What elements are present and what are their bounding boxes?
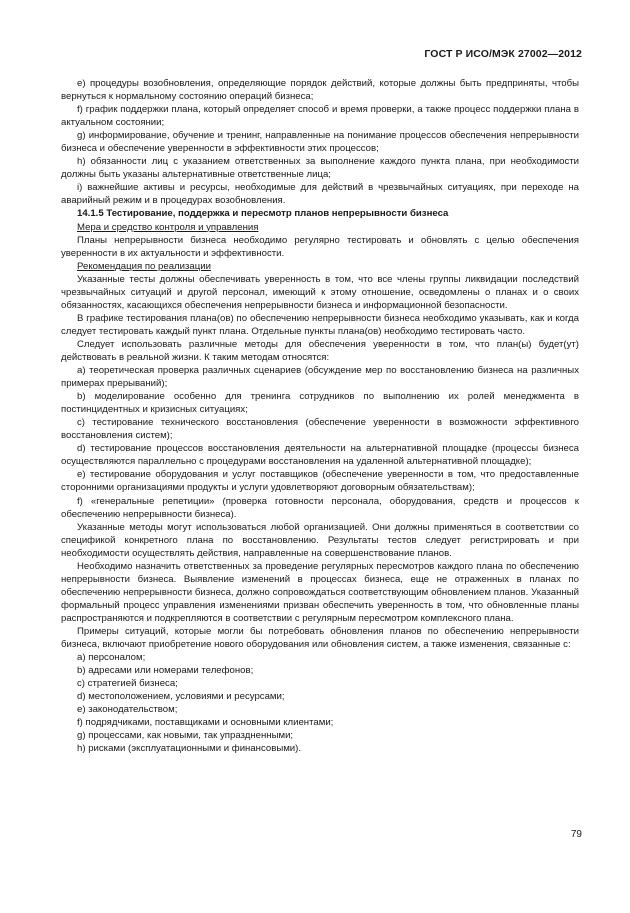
paragraph: b) моделирование особенно для тренинга сотрудников по выполнению их ролей менеджмента в постинцидентных и кризисных ситуациях; — [61, 391, 579, 416]
paragraph: g) информирование, обучение и тренинг, направленные на понимание процессов обеспечения непрерывности бизнеса и обеспечение уверенности в эффективности этих процессов; — [61, 130, 579, 155]
paragraph: d) тестирование процессов восстановления деятельности на альтернативной площадке (процессы бизнеса осуществляются параллельно с процедурами восстановления на удаленной альтернативной площадке); — [61, 443, 579, 468]
paragraph: Указанные методы могут использоваться любой организацией. Они должны применяться в соответствии со спецификой конкретного плана по восстановлению. Результаты тестов следует регистрировать и при необходимости осуществлять действия, направленные на совершенствование планов. — [61, 521, 579, 559]
paragraph: h) обязанности лиц с указанием ответственных за выполнение каждого пункта плана, при необходимости должны быть указаны альтернативные ответственные лица; — [61, 156, 579, 181]
paragraph: a) теоретическая проверка различных сценариев (обсуждение мер по восстановлению бизнеса на различных примерах прерываний); — [61, 365, 579, 390]
subheading-label: Мера и средство контроля и управления — [77, 221, 259, 233]
list-item: b) адресами или номерами телефонов; — [77, 665, 254, 677]
paragraph: Необходимо назначить ответственных за проведение регулярных пересмотров каждого плана по обеспечению непрерывности бизнеса. Выявление изменений в процессах бизнеса, еще не отраженных в планах по обеспечению непрерывности бизнеса, должно сопровождаться соответствующим обновлением планов. Указанный формальный процесс управления изменениями призван обеспечить уверенность в том, что обновленные планы распространяются и подкрепляются в соответствии с регулярным пересмотром комплексного плана. — [61, 560, 579, 624]
subheading — [61, 260, 579, 273]
paragraph: f) график поддержки плана, который определяет способ и время проверки, а также процесс поддержки плана в актуальном состоянии; — [61, 104, 579, 129]
paragraph: В графике тестирования плана(ов) по обеспечению непрерывности бизнеса необходимо указывать, как и когда следует тестировать каждый пункт плана. Отдельные пункты плана(ов) необходимо тестировать часто. — [61, 312, 579, 337]
list-item: e) законодательством; — [77, 704, 178, 716]
list-item: f) подрядчиками, поставщиками и основными клиентами; — [77, 717, 334, 729]
page-number: 79 — [570, 829, 582, 840]
list-item: h) рисками (эксплуатационными и финансовыми). — [77, 743, 302, 755]
list-item: d) местоположением, условиями и ресурсами; — [77, 691, 285, 703]
subheading — [61, 221, 579, 234]
paragraph: e) тестирование оборудования и услуг поставщиков (обеспечение уверенности в том, что предоставленные сторонними организациями продукты и услуги удовлетворяют договорным обязательствам); — [61, 469, 579, 494]
document-header: ГОСТ Р ИСО/МЭК 27002—2012 — [424, 48, 582, 60]
paragraph: Указанные тесты должны обеспечивать уверенность в том, что все члены группы ликвидации последствий чрезвычайных ситуаций и другой персонал, имеющий к этому отношение, осведомлены о планах и о своих обязанностях, касающихся обеспечения непрерывности бизнеса и информационной безопасности. — [61, 273, 579, 311]
subheading-label: Рекомендация по реализации — [77, 260, 211, 272]
list-item: a) персоналом; — [77, 652, 146, 664]
paragraph: Планы непрерывности бизнеса необходимо регулярно тестировать и обновлять с целью обеспечения уверенности в их актуальности и эффективности. — [61, 234, 579, 259]
paragraph: c) тестирование технического восстановления (обеспечение уверенности в возможности эффективного восстановления систем); — [61, 417, 579, 442]
paragraph: f) «генеральные репетиции» (проверка готовности персонала, оборудования, средств и процессов к обеспечению непрерывности бизнеса). — [61, 495, 579, 520]
paragraph: Следует использовать различные методы для обеспечения уверенности в том, что план(ы) будет(ут) действовать в реальной жизни. К таким методам относятся: — [61, 338, 579, 363]
list-item: g) процессами, как новыми, так упраздненными; — [77, 730, 294, 742]
document-body — [61, 77, 579, 755]
section-heading: 14.1.5 Тестирование, поддержка и пересмотр планов непрерывности бизнеса — [77, 208, 449, 220]
paragraph: e) процедуры возобновления, определяющие порядок действий, которые должны быть предприняты, чтобы вернуться к нормальному состоянию операций бизнеса; — [61, 78, 579, 103]
list-item: c) стратегией бизнеса; — [77, 678, 178, 690]
paragraph: i) важнейшие активы и ресурсы, необходимые для действий в чрезвычайных ситуациях, при переходе на аварийный режим и в процедурах возобновления. — [61, 182, 579, 207]
paragraph: Примеры ситуаций, которые могли бы потребовать обновления планов по обеспечению непрерывности бизнеса, включают приобретение нового оборудования или обновления систем, а также изменения, связанные с: — [61, 625, 579, 651]
